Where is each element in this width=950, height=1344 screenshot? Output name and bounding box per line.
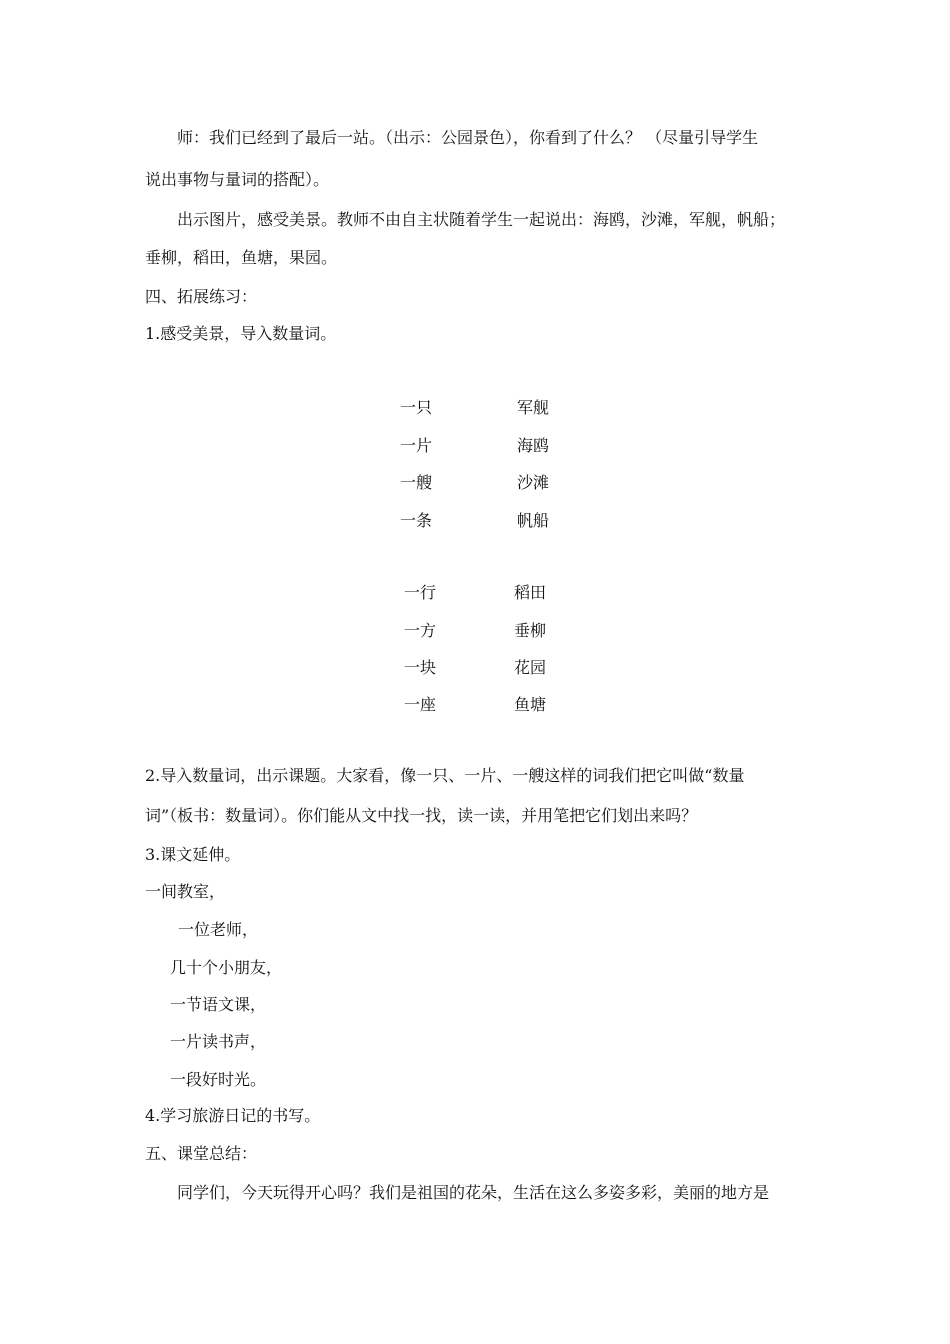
- poem-line: 几十个小朋友，: [170, 958, 283, 977]
- section-heading: 五、课堂总结：: [145, 1144, 258, 1163]
- list-item: 3.课文延伸。: [145, 845, 241, 864]
- noun-word: 鱼塘: [514, 695, 547, 714]
- paragraph-line: 说出事物与量词的搭配）。: [145, 170, 330, 189]
- paragraph-line: 师：我们已经到了最后一站。（出示：公园景色），你看到了什么？ （尽量引导学生: [177, 128, 759, 147]
- noun-word: 花园: [514, 658, 547, 677]
- noun-word: 沙滩: [517, 473, 550, 492]
- paragraph-line: 词”（板书：数量词）。你们能从文中找一找，读一读，并用笔把它们划出来吗？: [145, 806, 698, 825]
- noun-word: 军舰: [517, 398, 550, 417]
- paragraph-line: 垂柳，稻田，鱼塘，果园。: [145, 248, 338, 267]
- measure-word: 一行: [404, 583, 437, 602]
- list-item: 4.学习旅游日记的书写。: [145, 1106, 321, 1125]
- measure-word: 一条: [400, 511, 433, 530]
- poem-line: 一间教室，: [145, 882, 226, 901]
- section-heading: 四、拓展练习：: [145, 287, 258, 306]
- measure-word: 一只: [400, 398, 433, 417]
- list-item: 2.导入数量词，出示课题。大家看，像一只、一片、一艘这样的词我们把它叫做“数量: [145, 766, 745, 785]
- noun-word: 垂柳: [514, 621, 547, 640]
- measure-word: 一艘: [400, 473, 433, 492]
- noun-word: 帆船: [517, 511, 550, 530]
- measure-word: 一座: [404, 695, 437, 714]
- poem-line: 一位老师，: [178, 920, 259, 939]
- measure-word: 一块: [404, 658, 437, 677]
- list-item: 1.感受美景，导入数量词。: [145, 324, 337, 343]
- noun-word: 海鸥: [517, 436, 550, 455]
- poem-line: 一节语文课，: [170, 995, 267, 1014]
- measure-word: 一方: [404, 621, 437, 640]
- noun-word: 稻田: [514, 583, 547, 602]
- paragraph-line: 同学们，今天玩得开心吗？我们是祖国的花朵，生活在这么多姿多彩，美丽的地方是: [177, 1183, 770, 1202]
- poem-line: 一片读书声，: [170, 1032, 267, 1051]
- paragraph-line: 出示图片，感受美景。教师不由自主状随着学生一起说出：海鸥，沙滩，军舰，帆船；: [177, 210, 786, 229]
- poem-line: 一段好时光。: [170, 1070, 267, 1089]
- measure-word: 一片: [400, 436, 433, 455]
